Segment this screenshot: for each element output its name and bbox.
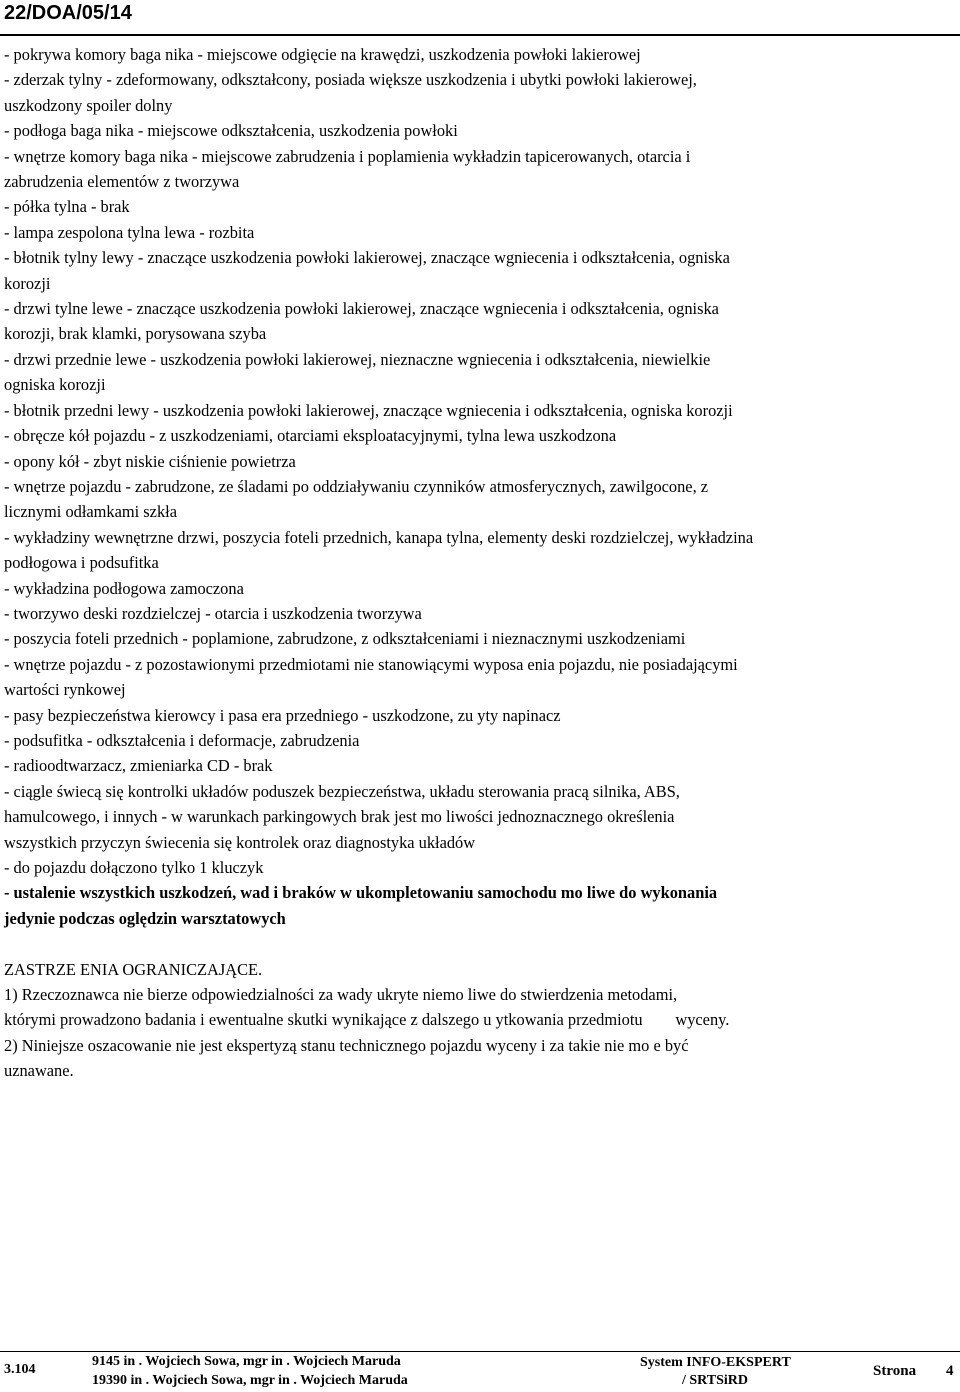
damage-line: - pasy bezpieczeństwa kierowcy i pasa era przedniego - uszkodzone, zu yty napinacz <box>4 705 561 725</box>
footer-divider <box>0 1351 960 1352</box>
footer-page-label: Strona <box>873 1363 917 1379</box>
damage-line: - pokrywa komory baga nika - miejscowe odgięcie na krawędzi, uszkodzenia powłoki lakierowej <box>4 45 641 64</box>
damage-line: - drzwi tylne lewe - znaczące uszkodzenia powłoki lakierowej, znaczące wgniecenia i odkształcenia, ogniska <box>4 299 719 319</box>
damage-line: - podsufitka - odkształcenia i deformacje, zabrudzenia <box>4 730 360 750</box>
section-heading: ZASTRZE ENIA OGRANICZAJĄCE. <box>4 959 263 979</box>
damage-line: ogniska korozji <box>4 375 106 395</box>
footer-page-number: 4 <box>946 1363 954 1379</box>
damage-line: - lampa zespolona tylna lewa - rozbita <box>4 222 255 242</box>
damage-line: - wnętrze pojazdu - z pozostawionymi przedmiotami nie stanowiącymi wyposa enia pojazdu, nie posiadającymi <box>4 654 738 674</box>
damage-line: - wnętrze komory baga nika - miejscowe zabrudzenia i poplamienia wykładzin tapicerowanych, otarcia i <box>4 146 691 166</box>
damage-line: - obręcze kół pojazdu - z uszkodzeniami, otarciami eksploatacyjnymi, tylna lewa uszkodzona <box>4 426 617 446</box>
bold-note-line: - ustalenie wszystkich uszkodzeń, wad i braków w ukompletowaniu samochodu mo liwe do wykonania <box>4 883 718 903</box>
damage-line: korozji <box>4 273 51 293</box>
damage-line: - tworzywo deski rozdzielczej - otarcia i uszkodzenia tworzywa <box>4 603 422 623</box>
footer-author-line-2: 19390 in . Wojciech Sowa, mgr in . Wojciech Maruda <box>92 1373 408 1388</box>
reservation-line: 2) Niniejsze oszacowanie nie jest ekspertyzą stanu technicznego pojazdu wyceny i za takie nie mo e być <box>4 1035 689 1055</box>
damage-line: wartości rynkowej <box>4 680 126 700</box>
damage-line: wszystkich przyczyn świecenia się kontrolek oraz diagnostyka układów <box>4 832 476 852</box>
damage-line: - wykładziny wewnętrzne drzwi, poszycia foteli przednich, kanapa tylna, elementy deski rozdzielczej, wykładzina <box>4 527 754 547</box>
damage-line: - do pojazdu dołączono tylko 1 kluczyk <box>4 858 264 877</box>
damage-line: - opony kół - zbyt niskie ciśnienie powietrza <box>4 451 296 471</box>
reservation-line: którymi prowadzono badania i ewentualne skutki wynikające z dalszego u ytkowania przedmiotu wyceny. <box>4 1010 730 1030</box>
footer-system-name: System INFO-EKSPERT <box>640 1355 791 1370</box>
damage-line: - poszycia foteli przednich - poplamione, zabrudzone, z odkształceniami i nieznacznymi uszkodzeniami <box>4 629 686 649</box>
damage-line: hamulcowego, i innych - w warunkach parkingowych brak jest mo liwości jednoznacznego określenia <box>4 807 675 827</box>
damage-line: - wykładzina podłogowa zamoczona <box>4 578 244 598</box>
footer-system-sub: / SRTSiRD <box>682 1373 749 1388</box>
bold-note-line: jedynie podczas oględzin warsztatowych <box>4 908 286 928</box>
reservation-line: uznawane. <box>4 1061 74 1081</box>
document-id: 22/DOA/05/14 <box>4 2 132 24</box>
reservation-line: 1) Rzeczoznawca nie bierze odpowiedzialności za wady ukryte niemo liwe do stwierdzenia metodami, <box>4 985 678 1005</box>
damage-line: zabrudzenia elementów z tworzywa <box>4 172 240 192</box>
damage-line: uszkodzony spoiler dolny <box>4 95 173 115</box>
damage-line: - półka tylna - brak <box>4 197 130 217</box>
damage-line: - zderzak tylny - zdeformowany, odkształcony, posiada większe uszkodzenia i ubytki powłoki lakierowej, <box>4 70 697 90</box>
damage-line: - podłoga baga nika - miejscowe odkształcenia, uszkodzenia powłoki <box>4 121 458 141</box>
damage-line: licznymi odłamkami szkła <box>4 502 177 522</box>
footer-author-line-1: 9145 in . Wojciech Sowa, mgr in . Wojciech Maruda <box>92 1354 401 1369</box>
damage-line: korozji, brak klamki, porysowana szyba <box>4 324 267 344</box>
damage-line: - radioodtwarzacz, zmieniarka CD - brak <box>4 756 273 776</box>
document-body <box>4 42 952 1084</box>
damage-line: - drzwi przednie lewe - uszkodzenia powłoki lakierowej, nieznaczne wgniecenia i odkształcenia, niewielkie <box>4 349 711 369</box>
damage-line: - wnętrze pojazdu - zabrudzone, ze śladami po oddziaływaniu czynników atmosferycznych, zawilgocone, z <box>4 476 709 496</box>
damage-line: - ciągle świecą się kontrolki układów poduszek bezpieczeństwa, układu sterowania pracą silnika, ABS, <box>4 781 680 801</box>
damage-line: - błotnik tylny lewy - znaczące uszkodzenia powłoki lakierowej, znaczące wgniecenia i odkształcenia, ogniska <box>4 248 730 268</box>
footer-section-number: 3.104 <box>4 1362 36 1377</box>
spacer <box>4 931 952 956</box>
header-divider <box>0 34 960 36</box>
damage-line: podłogowa i podsufitka <box>4 553 159 573</box>
damage-line: - błotnik przedni lewy - uszkodzenia powłoki lakierowej, znaczące wgniecenia i odkształcenia, ogniska korozji <box>4 400 733 420</box>
